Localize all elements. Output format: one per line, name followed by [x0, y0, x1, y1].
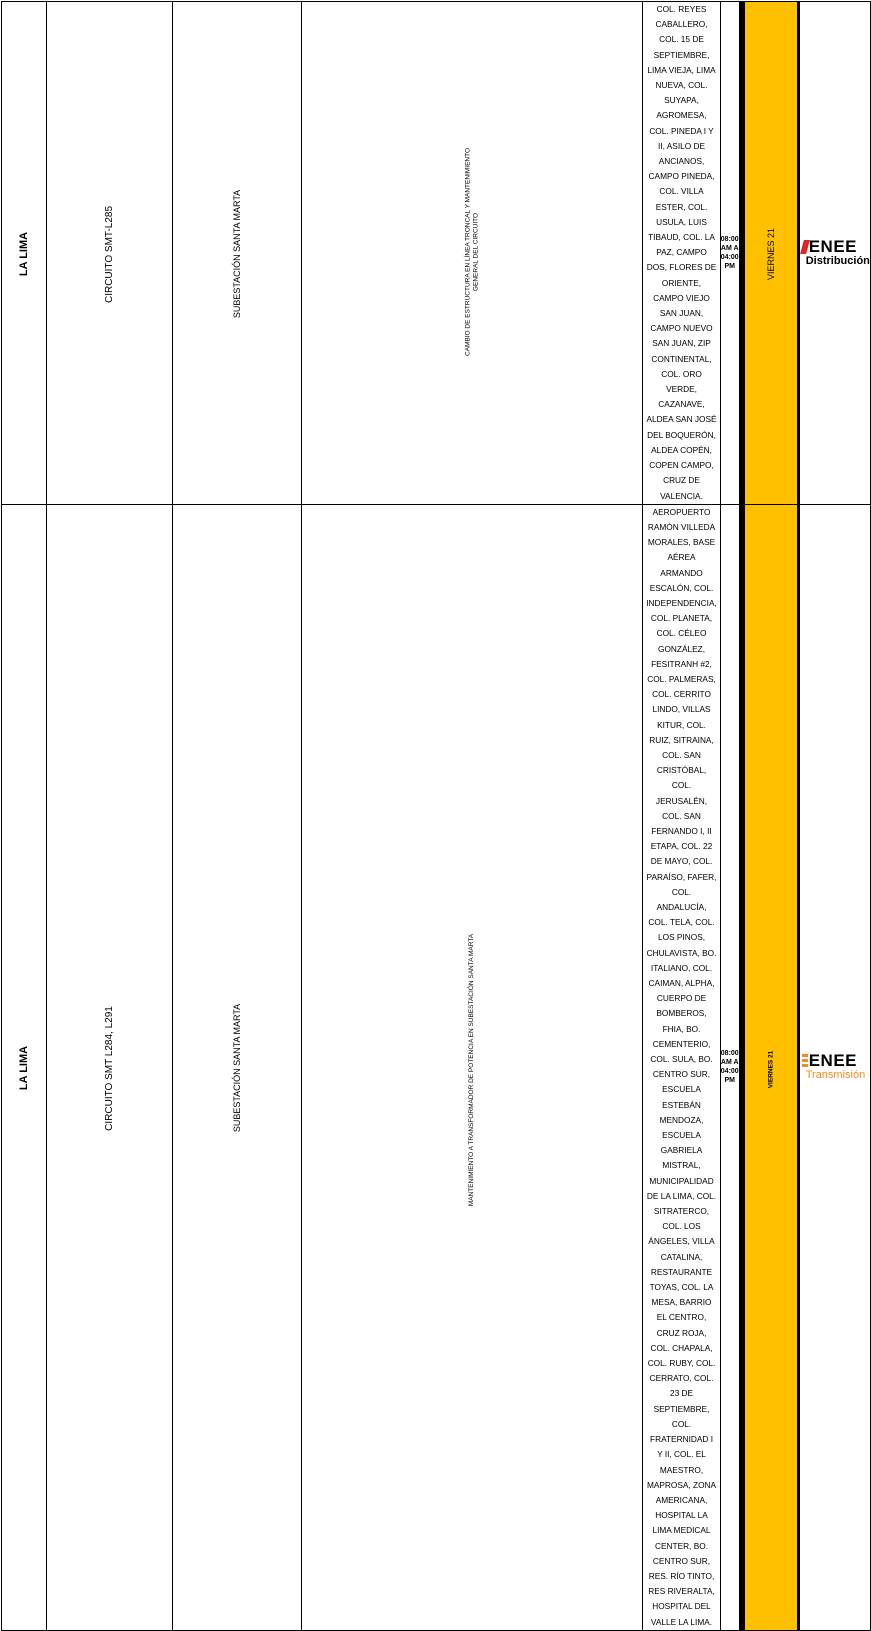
day-cell-highlighted [744, 504, 797, 1630]
work-description: CAMBIO DE ESTRUCTURA EN LÍNEA TRONCAL Y MANTENIMIENTO GENERAL DEL CIRCUITO [464, 147, 480, 356]
hours-cell: 08:00 AM A 04:00 PM [720, 2, 739, 505]
circuit-cell [47, 504, 173, 1630]
enee-distribucion-logo [802, 236, 870, 267]
circuit-cell [47, 2, 173, 505]
substation-label: SUBESTACIÓN SANTA MARTA [232, 189, 243, 319]
logo-mark-icon [802, 1054, 808, 1068]
circuit-label: CIRCUITO SMT L284, L291 [104, 1006, 116, 1132]
logo-cell [799, 2, 870, 505]
outage-schedule-table [1, 1, 871, 1631]
substation-label: SUBESTACIÓN SANTA MARTA [232, 1004, 243, 1133]
logo-name: ENEE [808, 1051, 858, 1071]
day-label: VIERNES 21 [765, 227, 776, 280]
affected-areas-cell: AEROPUERTO RAMÓN VILLEDA MORALES, BASE AÉREA ARMANDO ESCALÓN, COL. INDEPENDENCIA, COL. PLANETA, COL. CÉLEO GONZÁLEZ, FESITRANH #2, COL. PALMERAS, COL. CERRITO LINDO, VILLAS KITUR, COL. RUIZ, SITRAINA, COL. SAN CRISTÓBAL, COL. JERUSALÉN, COL. SAN FERNANDO I, II ETAPA, COL. 22 DE MAYO, COL. PARAÍSO, FAFER, COL. ANDALUCÍA, COL. TELA, COL. LOS PINOS, CHULAVISTA, BO. ITALIANO, COL. CAIMAN, ALPHA, CUERPO DE BOMBEROS, FHIA, BO. CEMENTERIO, COL. SULA, BO. CENTRO SUR, ESCUELA ESTEBÁN MENDOZA, ESCUELA GABRIELA MISTRAL, MUNICIPALIDAD DE LA LIMA, COL. SITRATERCO, COL. LOS ÁNGELES, VILLA CATALINA, RESTAURANTE TOYAS, COL. LA MESA, BARRIO EL CENTRO, CRUZ ROJA, COL. CHAPALA, COL. RUBY, COL. CERRATO, COL. 23 DE SEPTIEMBRE, COL. FRATERNIDAD I Y II, COL. EL MAESTRO, MAPROSA, ZONA AMERICANA, HOSPITAL LA LIMA MEDICAL CENTER, BO. CENTRO SUR, RES. RÍO TINTO, RES RIVERALTA, HOSPITAL DEL VALLE LA LIMA. [643, 504, 721, 1630]
city-cell [2, 2, 47, 505]
logo-name: ENEE [808, 236, 858, 256]
table-row [2, 504, 871, 1630]
hours-cell: 08:00 AM A 04:00 PM [720, 504, 739, 1630]
table-row [2, 2, 871, 505]
work-cell [302, 504, 643, 1630]
substation-cell [172, 2, 301, 505]
day-cell-highlighted [744, 2, 797, 505]
logo-cell [799, 504, 870, 1630]
day-label: VIERNES 21 [767, 1050, 775, 1089]
city-cell [2, 504, 47, 1630]
enee-transmision-logo [802, 1053, 870, 1081]
circuit-label: CIRCUITO SMT-L285 [104, 205, 116, 303]
substation-cell [172, 504, 301, 1630]
work-cell [302, 2, 643, 505]
city-label: LA LIMA [18, 1046, 31, 1091]
city-label: LA LIMA [18, 231, 31, 276]
logo-subtitle: Transmisión [805, 1069, 866, 1082]
affected-areas-cell: COL. REYES CABALLERO, COL. 15 DE SEPTIEMBRE, LIMA VIEJA, LIMA NUEVA, COL. SUYAPA, AGROMESA, COL. PINEDA I Y II, ASILO DE ANCIANOS, CAMPO PINEDA, COL. VILLA ESTER, COL. USULA, LUIS TIBAUD, COL. LA PAZ, CAMPO DOS, FLORES DE ORIENTE, CAMPO VIEJO SAN JUAN, CAMPO NUEVO SAN JUAN, ZIP CONTINENTAL, COL. ORO VERDE, CAZANAVE, ALDEA SAN JOSÉ DEL BOQUERÓN, ALDEA COPÉN, COPEN CAMPO, CRUZ DE VALENCIA. [643, 2, 721, 505]
work-description: MANTENIMIENTO A TRANSFORMADOR DE POTENCIA EN SUBESTACIÓN SANTA MARTA [468, 934, 476, 1207]
logo-subtitle: Distribución [805, 254, 870, 267]
